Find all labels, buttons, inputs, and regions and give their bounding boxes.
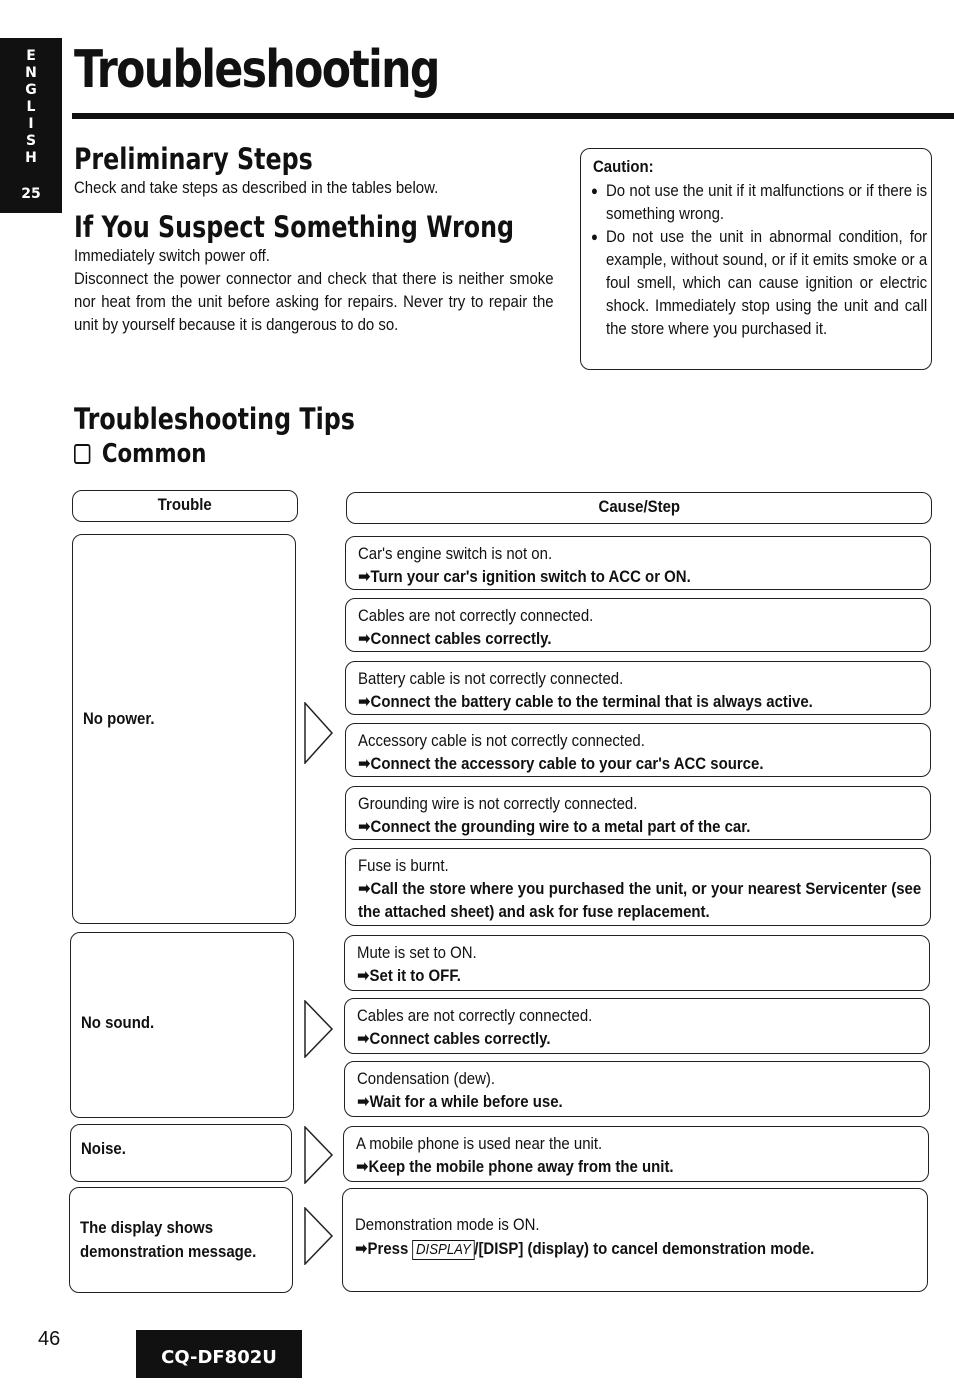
language-letter: S bbox=[25, 133, 37, 149]
step-instruction bbox=[358, 815, 750, 838]
tips-heading: Troubleshooting Tips bbox=[74, 402, 355, 436]
right-arrow-icon: ➡ bbox=[358, 629, 371, 648]
step-instruction bbox=[358, 690, 813, 713]
right-arrow-icon: ➡ bbox=[356, 1157, 369, 1176]
step-text: Connect the battery cable to the terminal that is always active. bbox=[370, 692, 813, 711]
checkbox-square-icon bbox=[74, 444, 90, 464]
cause-step-box bbox=[344, 935, 930, 991]
cause-header-label: Cause/Step bbox=[598, 497, 680, 516]
step-instruction bbox=[358, 877, 921, 923]
cause-text: Accessory cable is not correctly connected. bbox=[358, 731, 645, 750]
right-arrow-icon: ➡ bbox=[357, 1092, 370, 1111]
cause-text: Grounding wire is not correctly connected. bbox=[358, 794, 638, 813]
trouble-label: No power. bbox=[83, 709, 155, 728]
trouble-label: No sound. bbox=[81, 1013, 155, 1032]
caution-box bbox=[580, 148, 932, 370]
step-instruction bbox=[356, 1155, 674, 1178]
caution-title: Caution: bbox=[593, 157, 654, 176]
cause-step-box bbox=[344, 1061, 930, 1117]
language-letter: G bbox=[25, 82, 37, 98]
suspect-paragraph: Immediately switch power off. bbox=[74, 246, 270, 265]
step-instruction bbox=[358, 752, 763, 775]
language-letter: E bbox=[26, 48, 36, 64]
cause-step-box bbox=[345, 848, 931, 926]
pointer-arrow-icon bbox=[304, 1126, 334, 1184]
trouble-column-header bbox=[72, 490, 298, 522]
common-subheading-row bbox=[74, 439, 206, 469]
cause-text: A mobile phone is used near the unit. bbox=[356, 1134, 603, 1153]
step-instruction bbox=[355, 1237, 814, 1260]
right-arrow-icon: ➡ bbox=[358, 567, 371, 586]
language-letter: I bbox=[28, 116, 34, 132]
step-text: Connect the accessory cable to your car's ACC source. bbox=[370, 754, 764, 773]
cause-column-header bbox=[346, 492, 932, 524]
trouble-box bbox=[70, 1124, 292, 1182]
step-text: Keep the mobile phone away from the unit. bbox=[368, 1157, 674, 1176]
step-text: Call the store where you purchased the unit, or your nearest Servicenter (see the attached sheet) and ask for fuse replacement. bbox=[358, 879, 922, 921]
cause-step-box bbox=[345, 661, 931, 715]
cause-text: Fuse is burnt. bbox=[358, 856, 449, 875]
model-badge: CQ-DF802U bbox=[136, 1330, 302, 1378]
right-arrow-icon: ➡ bbox=[358, 817, 371, 836]
language-letter: H bbox=[25, 150, 37, 166]
cause-step-box bbox=[342, 1188, 928, 1292]
cause-text: Demonstration mode is ON. bbox=[355, 1215, 540, 1234]
language-label bbox=[0, 48, 62, 167]
suspect-heading: If You Suspect Something Wrong bbox=[74, 210, 515, 244]
cause-step-box bbox=[343, 1126, 929, 1182]
cause-step-box bbox=[345, 598, 931, 652]
step-text: Wait for a while before use. bbox=[369, 1092, 563, 1111]
right-arrow-icon: ➡ bbox=[357, 1029, 370, 1048]
step-instruction bbox=[358, 627, 552, 650]
step-instruction bbox=[357, 1027, 551, 1050]
cause-text: Condensation (dew). bbox=[357, 1069, 496, 1088]
language-letter: L bbox=[26, 99, 36, 115]
cause-step-box bbox=[345, 786, 931, 840]
language-letter: N bbox=[25, 65, 37, 81]
cause-text: Cables are not correctly connected. bbox=[357, 1006, 593, 1025]
right-arrow-icon: ➡ bbox=[358, 692, 371, 711]
cause-text: Cables are not correctly connected. bbox=[358, 606, 594, 625]
caution-list bbox=[591, 179, 927, 340]
trouble-box bbox=[72, 534, 296, 924]
right-arrow-icon: ➡ bbox=[358, 754, 371, 773]
trouble-header-label: Trouble bbox=[157, 495, 213, 514]
step-text: Turn your car's ignition switch to ACC or ON. bbox=[370, 567, 691, 586]
language-side-tab bbox=[0, 38, 62, 213]
step-instruction bbox=[357, 964, 461, 987]
step-text: Connect the grounding wire to a metal part of the car. bbox=[370, 817, 751, 836]
step-instruction bbox=[357, 1090, 563, 1113]
step-text: Connect cables correctly. bbox=[370, 629, 552, 648]
title-rule bbox=[72, 113, 954, 119]
trouble-label: Noise. bbox=[81, 1139, 126, 1158]
cause-step-box bbox=[345, 536, 931, 590]
pointer-arrow-icon bbox=[304, 702, 334, 764]
right-arrow-icon: ➡ bbox=[358, 879, 371, 898]
display-key-label: DISPLAY bbox=[412, 1240, 474, 1260]
right-arrow-icon: ➡ bbox=[357, 966, 370, 985]
caution-item: ● Do not use the unit in abnormal condition, for example, without sound, or if it emits smoke or a foul smell, which can cause ignition or electric shock. Immediately stop using the unit and call the store where you purchased it. bbox=[591, 225, 927, 340]
trouble-box bbox=[70, 932, 294, 1118]
step-text: /[DISP] (display) to cancel demonstration mode. bbox=[474, 1239, 815, 1258]
cause-step-box bbox=[345, 723, 931, 777]
step-text: Press bbox=[367, 1239, 409, 1258]
cause-text: Battery cable is not correctly connected. bbox=[358, 669, 624, 688]
common-subheading: Common bbox=[101, 439, 207, 469]
cause-text: Mute is set to ON. bbox=[357, 943, 477, 962]
preliminary-text: Check and take steps as described in the tables below. bbox=[74, 178, 439, 197]
suspect-paragraph: Disconnect the power connector and check that there is neither smoke nor heat from the unit before asking for repairs. Never try to repair the unit by yourself because it is dangerous to do so. bbox=[74, 269, 554, 334]
pointer-arrow-icon bbox=[304, 1207, 334, 1265]
pointer-arrow-icon bbox=[304, 1000, 334, 1058]
page-number: 46 bbox=[38, 1328, 61, 1350]
section-number: 25 bbox=[21, 186, 41, 202]
trouble-label: The display shows demonstration message. bbox=[80, 1218, 257, 1261]
right-arrow-icon: ➡ bbox=[355, 1239, 368, 1258]
page-title: Troubleshooting bbox=[74, 40, 439, 100]
cause-text: Car's engine switch is not on. bbox=[358, 544, 553, 563]
cause-step-box bbox=[344, 998, 930, 1054]
step-text: Connect cables correctly. bbox=[369, 1029, 551, 1048]
preliminary-heading: Preliminary Steps bbox=[74, 142, 313, 176]
step-text: Set it to OFF. bbox=[369, 966, 461, 985]
caution-item: ● Do not use the unit if it malfunctions or if there is something wrong. bbox=[591, 179, 927, 225]
trouble-box bbox=[69, 1187, 293, 1293]
step-instruction bbox=[358, 565, 691, 588]
